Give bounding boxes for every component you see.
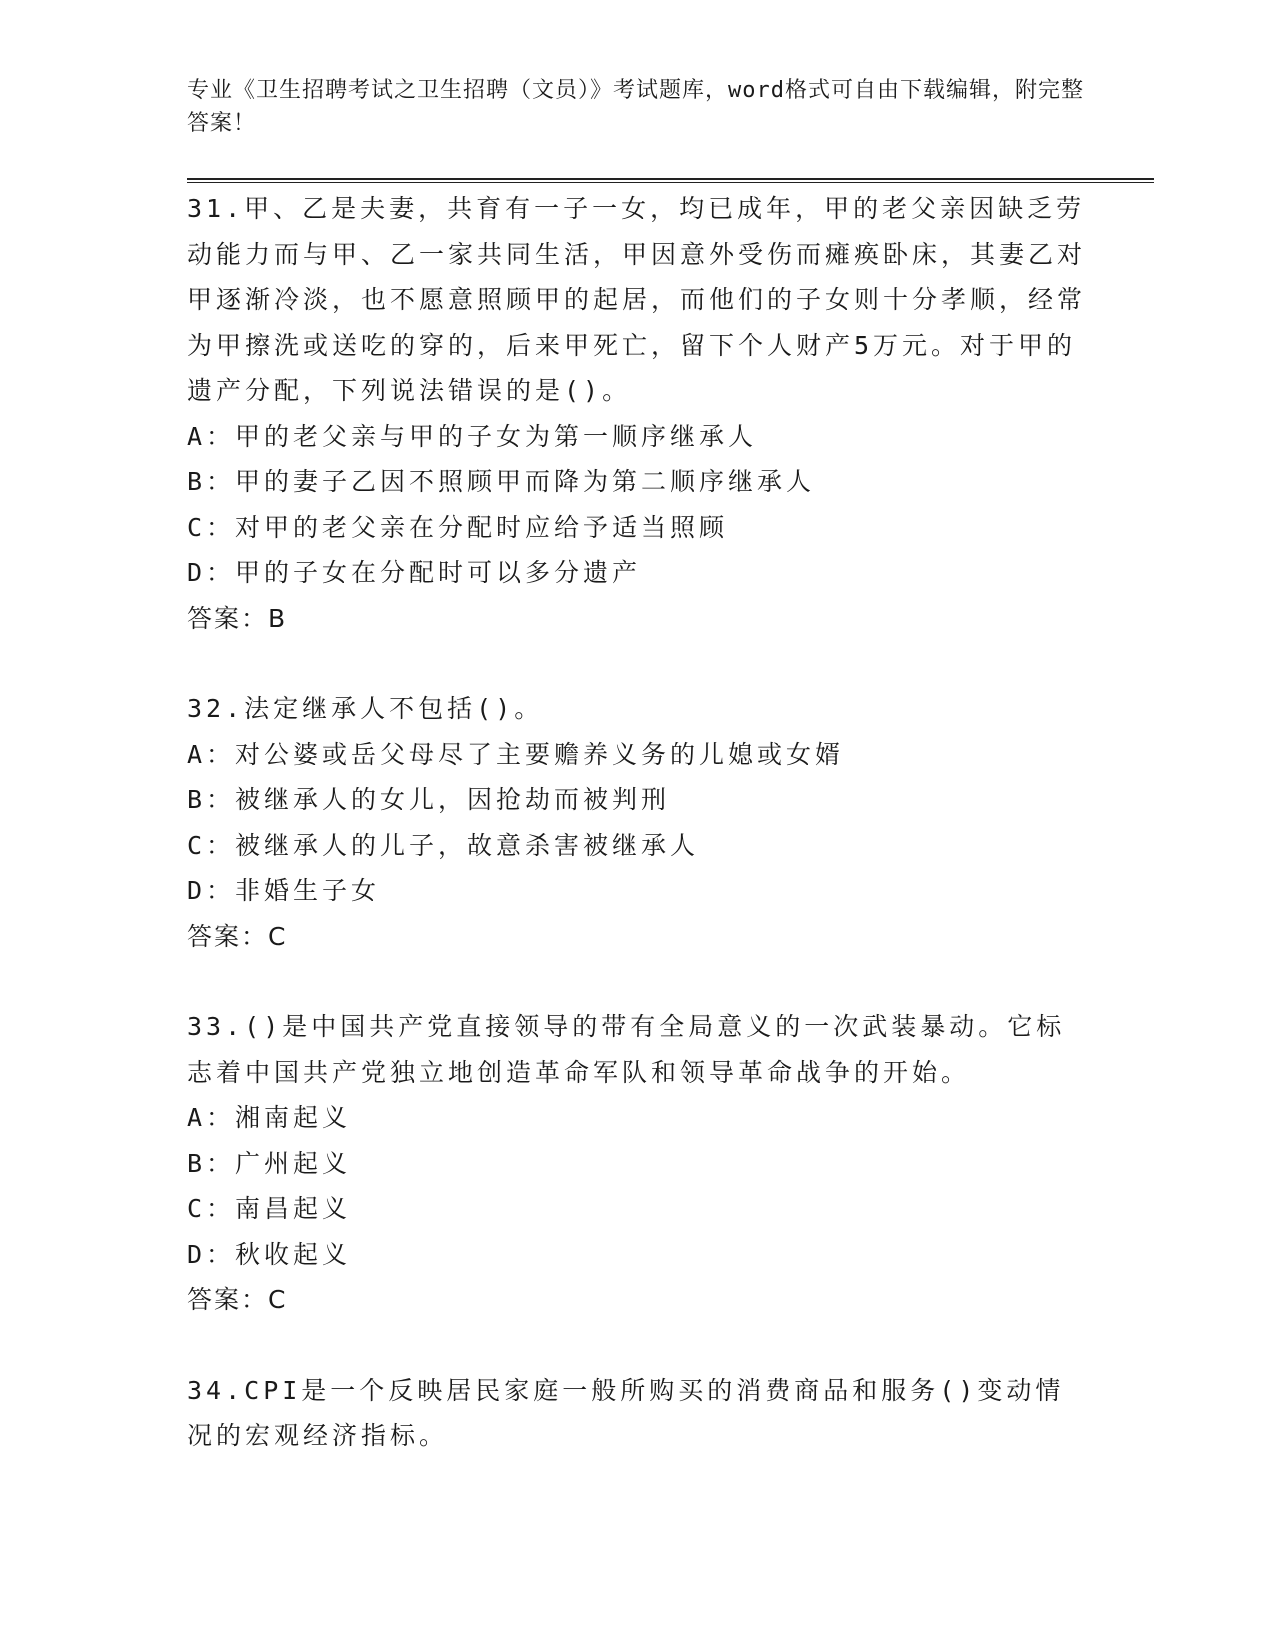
option-c: C：对甲的老父亲在分配时应给予适当照顾 [187,512,729,542]
document-header [187,74,1087,140]
answer-label: 答案：B [187,603,288,633]
option-d: D：甲的子女在分配时可以多分遗产 [187,558,642,587]
option-b: B：被继承人的女儿，因抢劫而被判刑 [187,785,671,814]
header-text: 专业《卫生招聘考试之卫生招聘（文员）》考试题库，word格式可自由下载编辑，附完整答案！ [187,78,1084,136]
question-text: 31.甲、乙是夫妻，共育有一子一女，均已成年，甲的老父亲因缺乏劳动能力而与甲、乙一家共同生活，甲因意外受伤而瘫痪卧床，其妻乙对甲逐渐冷淡，也不愿意照顾甲的起居，而他们的子女则十分孝顺，经常为甲擦洗或送吃的穿的，后来甲死亡，留下个人财产5万元。对于甲的遗产分配，下列说法错误的是()。 [187,194,1087,405]
question-33 [187,1004,1087,1323]
option-d: D：秋收起义 [187,1239,352,1269]
question-text: 33.()是中国共产党直接领导的带有全局意义的一次武装暴动。它标志着中国共产党独立地创造革命军队和领导革命战争的开始。 [187,1012,1066,1087]
question-32 [187,686,1087,959]
question-34 [187,1368,1087,1459]
question-31 [187,186,1087,641]
option-a: A：湘南起义 [187,1103,352,1132]
question-text: 34.CPI是一个反映居民家庭一般所购买的消费商品和服务()变动情况的宏观经济指标。 [187,1375,1065,1450]
answer-label: 答案：C [187,1285,288,1314]
option-a: A：甲的老父亲与甲的子女为第一顺序继承人 [187,421,758,451]
option-c: C：被继承人的儿子，故意杀害被继承人 [187,830,700,860]
option-b: B：甲的妻子乙因不照顾甲而降为第二顺序继承人 [187,467,816,496]
option-a: A：对公婆或岳父母尽了主要赡养义务的儿媳或女婿 [187,739,845,769]
option-d: D：非婚生子女 [187,876,381,905]
question-list [187,186,1087,1504]
question-text: 32.法定继承人不包括()。 [187,694,544,723]
option-b: B：广州起义 [187,1148,352,1178]
header-divider [187,178,1154,183]
answer-label: 答案：C [187,921,288,951]
option-c: C：南昌起义 [187,1194,352,1223]
